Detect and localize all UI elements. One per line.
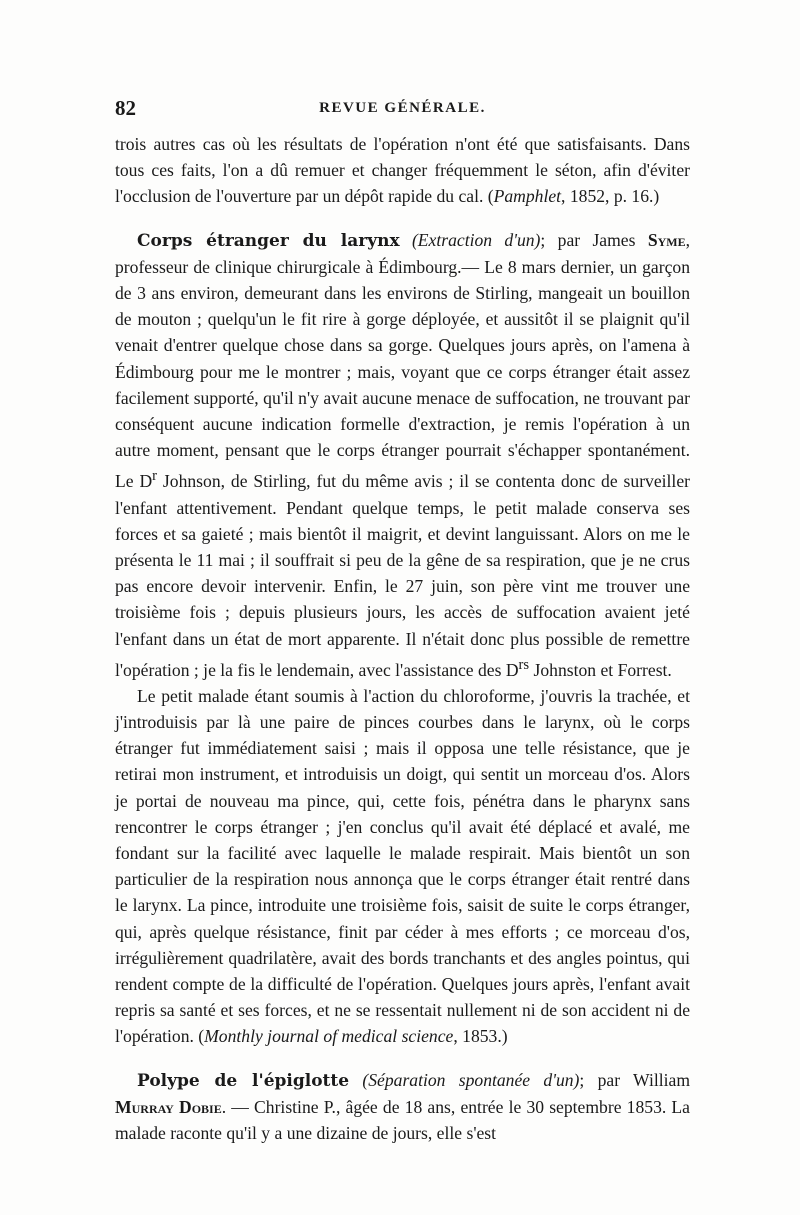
- paragraph-continuation: [115, 131, 690, 210]
- author-prefix: ; par William: [579, 1069, 691, 1090]
- source-citation-details: , 1853.): [453, 1026, 508, 1047]
- source-citation: Pamphlet: [493, 186, 562, 207]
- article-epiglottis-polyp: [115, 1067, 690, 1147]
- superscript: rs: [518, 656, 530, 673]
- article-title: Polype de l'épiglotte: [137, 1070, 350, 1091]
- author-prefix: ; par James: [540, 229, 648, 250]
- article-subtitle: (Séparation spontanée d'un): [362, 1069, 580, 1090]
- body-text: [115, 131, 690, 1146]
- author-name: Syme: [647, 229, 686, 250]
- source-citation: Monthly journal of medical science: [204, 1026, 454, 1047]
- paragraph-text: , professeur de clinique chirurgicale à Édimbourg.— Le 8 mars dernier, un garçon de 3 ans environ, demeurant dans les environs de Stirling, mangeait un bouillon de mouton ; quelqu'un le fit rire à gorge déployée, et aussitôt il se plaignit qu'il venait d'entrer quelque chose dans sa gorge. Quelques jours après, on l'amena à Édimbourg pour me le montrer ; mais, voyant que ce corps étranger était assez facilement supporté, qu'il n'y avait aucune menace de suffocation, ne trouvant par conséquent aucune indication formelle d'extraction, je remis l'opération à un autre moment, pensant que le corps étranger pourrait s'échapper spontanément. Le D: [115, 229, 690, 492]
- author-name: Murray Dobie: [115, 1096, 222, 1117]
- paragraph-operation: [115, 683, 690, 1050]
- article-subtitle: (Extraction d'un): [411, 229, 541, 250]
- running-title: REVUE GÉNÉRALE.: [319, 100, 486, 116]
- article-title: Corps étranger du larynx: [137, 230, 400, 251]
- page-number: 82: [115, 96, 136, 120]
- paragraph-text: . — Christine P., âgée de 18 ans, entrée le 30 septembre 1853. La malade raconte qu'il y a une dizaine de jours, elle s'est: [115, 1096, 690, 1144]
- paragraph-text: trois autres cas où les résultats de l'opération n'ont été que satisfaisants. Dans tous ces faits, l'on a dû remuer et changer fréquemment le séton, afin d'éviter l'occlusion de l'ouverture par un dépôt rapide du cal. (: [115, 134, 690, 207]
- paragraph-text: Johnson, de Stirling, fut du même avis ; il se contenta donc de surveiller l'enfant attentivement. Pendant quelque temps, le petit malade conserva ses forces et sa gaieté ; mais bientôt il maigrit, et devint languissant. Alors on me le présenta le 11 mai ; il souffrait si peu de la gêne de sa respiration, que je ne crus pas encore devoir intervenir. Enfin, le 27 juin, son père vint me trouver une troisième fois ; depuis plusieurs jours, les accès de suffocation avaient jeté l'enfant dans un état de mort apparente. Il n'était donc plus possible de remettre l'opération ; je la fis le lendemain, avec l'assistance des D: [115, 471, 690, 680]
- article-foreign-body-larynx: [115, 227, 690, 683]
- paragraph-text: Johnston et Forrest.: [529, 659, 672, 680]
- source-citation-details: , 1852, p. 16.): [561, 186, 660, 207]
- page-header: [115, 96, 690, 124]
- superscript: r: [152, 468, 158, 485]
- paragraph-text: Le petit malade étant soumis à l'action du chloroforme, j'ouvris la trachée, et j'introduisis par là une paire de pinces courbes dans le larynx, où le corps étranger fut immédiatement saisi ; mais il opposa une telle résistance, que je retirai mon instrument, et introduisis un doigt, qui sentit un morceau d'os. Alors je portai de nouveau ma pince, qui, cette fois, pénétra dans le pharynx sans rencontrer le corps étranger ; j'en conclus qu'il avait été déplacé et avalé, me fondant sur la facilité avec laquelle le malade respirait. Mais bientôt un son particulier de la respiration nous annonça que le corps étranger était rentré dans le larynx. La pince, introduite une troisième fois, saisit de suite le corps étranger, qui, après quelque résistance, finit par céder à mes efforts ; ce morceau d'os, irrégulièrement quadrilatère, avait des bords tranchants et des angles pointus, qui rendent compte de la difficulté de l'opération. Quelques jours après, l'enfant avait repris sa santé et ses forces, et ne se ressentait nullement ni de son accident ni de l'opération. (: [115, 685, 690, 1047]
